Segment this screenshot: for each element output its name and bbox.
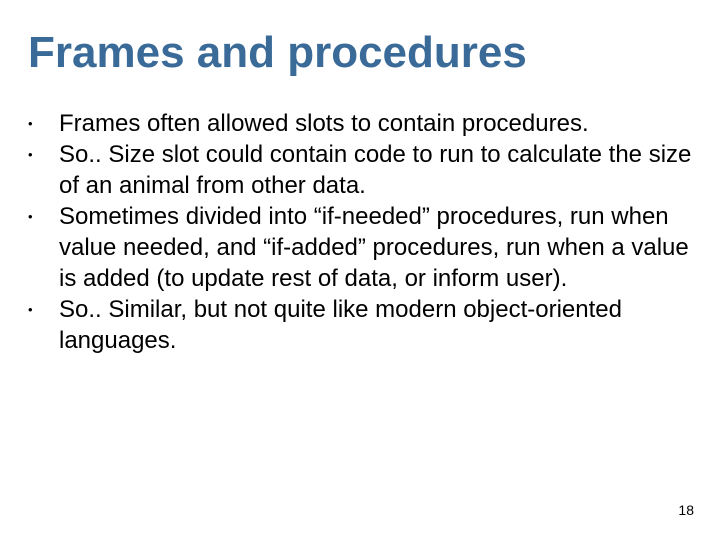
bullet-dot-icon: • bbox=[28, 209, 33, 224]
bullet-text: Sometimes divided into “if-needed” procedures, run when value needed, and “if-added” procedures, run when a value is added (to update rest of data, or inform user). bbox=[59, 203, 689, 292]
bullet-text: So.. Size slot could contain code to run to calculate the size of an animal from other data. bbox=[59, 141, 692, 199]
bullet-dot-icon: • bbox=[28, 302, 33, 317]
bullet-list bbox=[28, 108, 698, 356]
bullet-dot-icon: • bbox=[28, 116, 33, 131]
bullet-text: Frames often allowed slots to contain procedures. bbox=[59, 110, 589, 137]
page-number: 18 bbox=[678, 502, 694, 518]
bullet-item bbox=[28, 108, 698, 139]
slide-title: Frames and procedures bbox=[28, 28, 527, 77]
bullet-item bbox=[28, 294, 698, 356]
bullet-dot-icon: • bbox=[28, 147, 33, 162]
bullet-text: So.. Similar, but not quite like modern object-oriented languages. bbox=[59, 296, 622, 354]
bullet-item bbox=[28, 139, 698, 201]
bullet-item bbox=[28, 201, 698, 294]
